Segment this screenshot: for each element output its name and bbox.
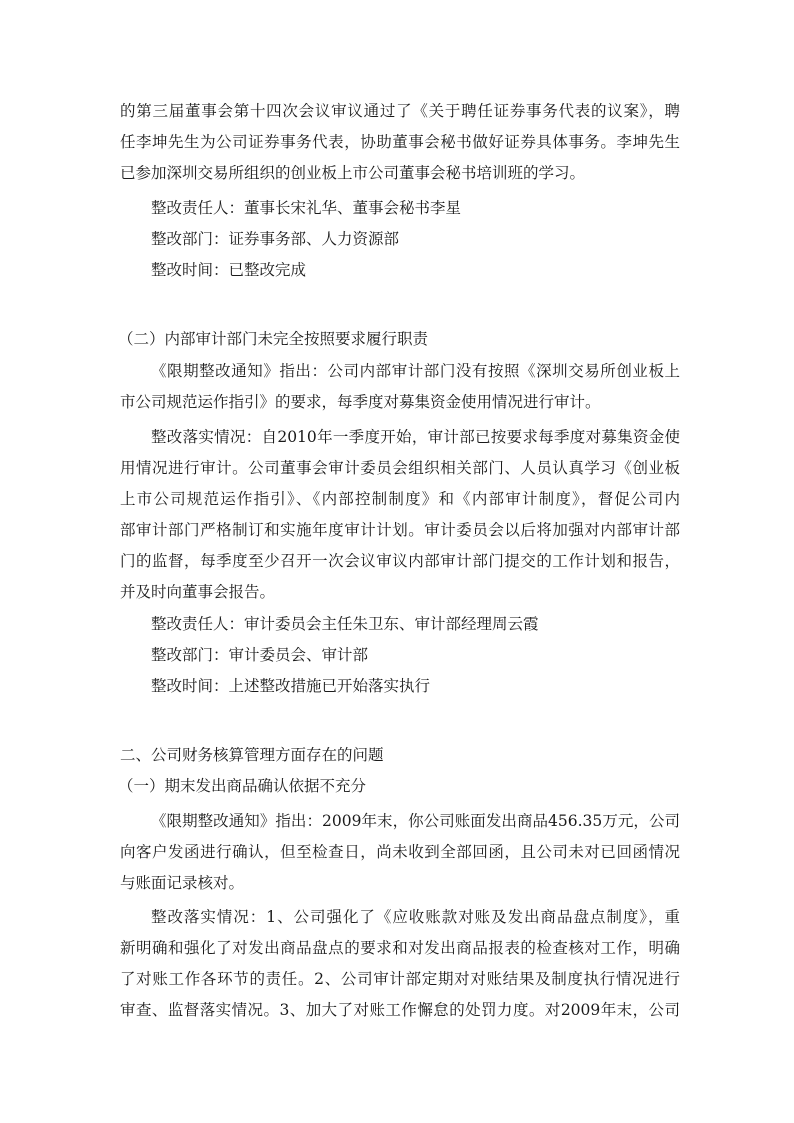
text-line: 整改部门：证券事务部、人力资源部 <box>151 230 400 248</box>
text-line: 整改落实情况：1、公司强化了《应收账款对账及发出商品盘点制度》，重 <box>151 908 680 926</box>
text-line: 已参加深圳交易所组织的创业板上市公司董事会秘书培训班的学习。 <box>120 164 586 182</box>
text-line: 了对账工作各环节的责任。2、公司审计部定期对对账结果及制度执行情况进行 <box>120 970 680 988</box>
text-line: 的第三届董事会第十四次会议审议通过了《关于聘任证券事务代表的议案》，聘 <box>120 102 680 120</box>
text-line: 整改部门：审计委员会、审计部 <box>151 646 369 664</box>
text-line: 整改责任人：审计委员会主任朱卫东、审计部经理周云霞 <box>151 615 539 633</box>
text-line: 与账面记录核对。 <box>120 874 245 892</box>
text-line: 新明确和强化了对发出商品盘点的要求和对发出商品报表的检查核对工作，明确 <box>120 939 680 957</box>
text-line: 整改时间：已整改完成 <box>151 261 307 279</box>
subsection-heading: （一）期末发出商品确认依据不充分 <box>118 777 367 795</box>
text-line: 审查、监督落实情况。3、加大了对账工作懈怠的处罚力度。对2009年末，公司 <box>120 1001 680 1019</box>
section-heading: 二、公司财务核算管理方面存在的问题 <box>120 746 384 764</box>
text-line: 任李坤先生为公司证券事务代表，协助董事会秘书做好证券具体事务。李坤先生 <box>120 133 680 151</box>
text-line: 向客户发函进行确认，但至检查日，尚未收到全部回函，且公司未对已回函情况 <box>120 843 680 861</box>
text-line: 部审计部门严格制订和实施年度审计计划。审计委员会以后将加强对内部审计部 <box>120 521 680 539</box>
text-line: 上市公司规范运作指引》、《内部控制制度》和《内部审计制度》，督促公司内 <box>120 490 680 508</box>
text-line: 《限期整改通知》指出：公司内部审计部门没有按照《深圳交易所创业板上 <box>151 362 680 380</box>
text-line: 《限期整改通知》指出：2009年末，你公司账面发出商品456.35万元，公司 <box>151 812 680 830</box>
text-line: 整改责任人：董事长宋礼华、董事会秘书李星 <box>151 199 462 217</box>
text-line: 用情况进行审计。公司董事会审计委员会组织相关部门、人员认真学习《创业板 <box>120 459 680 477</box>
text-line: 整改时间：上述整改措施已开始落实执行 <box>151 677 431 695</box>
section-heading: （二）内部审计部门未完全按照要求履行职责 <box>118 330 429 348</box>
text-line: 整改落实情况：自2010年一季度开始，审计部已按要求每季度对募集资金使 <box>151 428 680 446</box>
text-line: 市公司规范运作指引》的要求，每季度对募集资金使用情况进行审计。 <box>120 393 601 411</box>
text-line: 门的监督，每季度至少召开一次会议审议内部审计部门提交的工作计划和报告， <box>120 552 680 570</box>
text-line: 并及时向董事会报告。 <box>120 583 276 601</box>
